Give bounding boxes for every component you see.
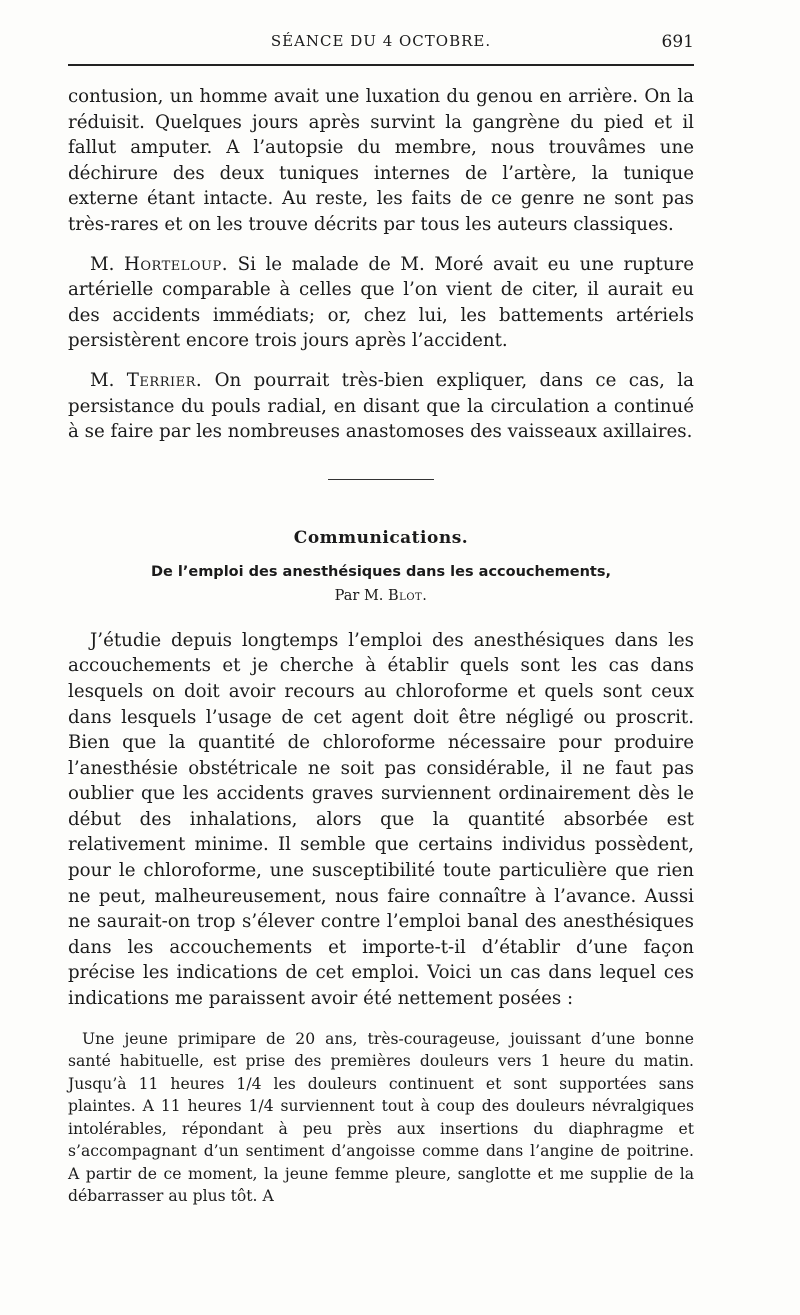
header-rule xyxy=(68,64,694,66)
case-paragraph: Une jeune primipare de 20 ans, très-courageuse, jouissant d’une bonne santé habituelle, est prise des premières douleurs vers 1 heure du matin. Jusqu’à 11 heures 1/4 les douleurs continuent et sont supportées sans plaintes. A 11 heures 1/4 surviennent tout à coup des douleurs névralgiques intolérables, répondant à peu près aux insertions du diaphragme et s’accompagnant d’un sentiment d’angoisse comme dans l’angine de poitrine. A partir de ce moment, la jeune femme pleure, sanglotte et me supplie de la débarrasser au plus tôt. A xyxy=(68,1029,694,1206)
main-paragraph: J’étudie depuis longtemps l’emploi des anesthésiques dans les accouchements et je cherche à établir quels sont les cas dans lesquels on doit avoir recours au chloroforme et quels sont ceux dans lesquels l’usage de cet agent doit être négligé ou proscrit. Bien que la quantité de chloroforme nécessaire pour produire l’anesthésie obstétricale ne soit pas considérable, il ne faut pas oublier que les accidents graves surviennent ordinairement dès le début des inhalations, alors que la quantité absorbée est relativement minime. Il semble que certains individus possèdent, pour le chloroforme, une susceptibilité toute particulière que rien ne peut, malheureusement, nous faire connaître à l’avance. Aussi ne saurait-on trop s’élever contre l’emploi banal des anesthésiques dans les accouchements et importe-t-il d’établir d’une façon précise les indications de cet emploi. Voici un cas dans lequel ces indications me paraissent avoir été nettement posées : xyxy=(68,629,694,1010)
page-body xyxy=(68,84,694,1208)
speaker-text: On pourrait très-bien expliquer, dans ce cas, la persistance du pouls radial, en disant que la circulation a continué à se faire par les nombreuses anastomoses des vaisseaux axillaires. xyxy=(68,369,694,443)
speaker-name: Horteloup. xyxy=(124,253,229,275)
continuation-paragraph: contusion, un homme avait une luxation du genou en arrière. On la réduisit. Quelques jours après survint la gangrène du pied et il fallut amputer. A l’autopsie du membre, nous trouvâmes une déchirure des deux tuniques internes de l’artère, la tunique externe étant intacte. Au reste, les faits de ce genre ne sont pas très-rares et on les trouve décrits par tous les auteurs classiques. xyxy=(68,86,694,235)
speaker-prefix: M. xyxy=(90,253,115,275)
terrier-paragraph xyxy=(68,368,694,445)
section-divider xyxy=(328,479,434,480)
hortelou-paragraph xyxy=(68,252,694,354)
section-heading: Communications. xyxy=(293,527,469,548)
article-title: De l’emploi des anesthésiques dans les accouchements, xyxy=(150,563,612,580)
running-title: SÉANCE DU 4 OCTOBRE. xyxy=(270,32,492,50)
byline-author: Blot. xyxy=(388,587,428,604)
page-number: 691 xyxy=(661,32,694,52)
speaker-name: Terrier. xyxy=(126,369,203,391)
byline xyxy=(68,588,694,604)
speaker-prefix: M. xyxy=(90,369,115,391)
byline-prefix: Par M. xyxy=(334,587,384,604)
speaker-text: Si le malade de M. Moré avait eu une rupture artérielle comparable à celles que l’on vient de citer, il aurait eu des accidents immédiats; or, chez lui, les battements artériels persistèrent encore trois jours après l’accident. xyxy=(68,253,694,352)
